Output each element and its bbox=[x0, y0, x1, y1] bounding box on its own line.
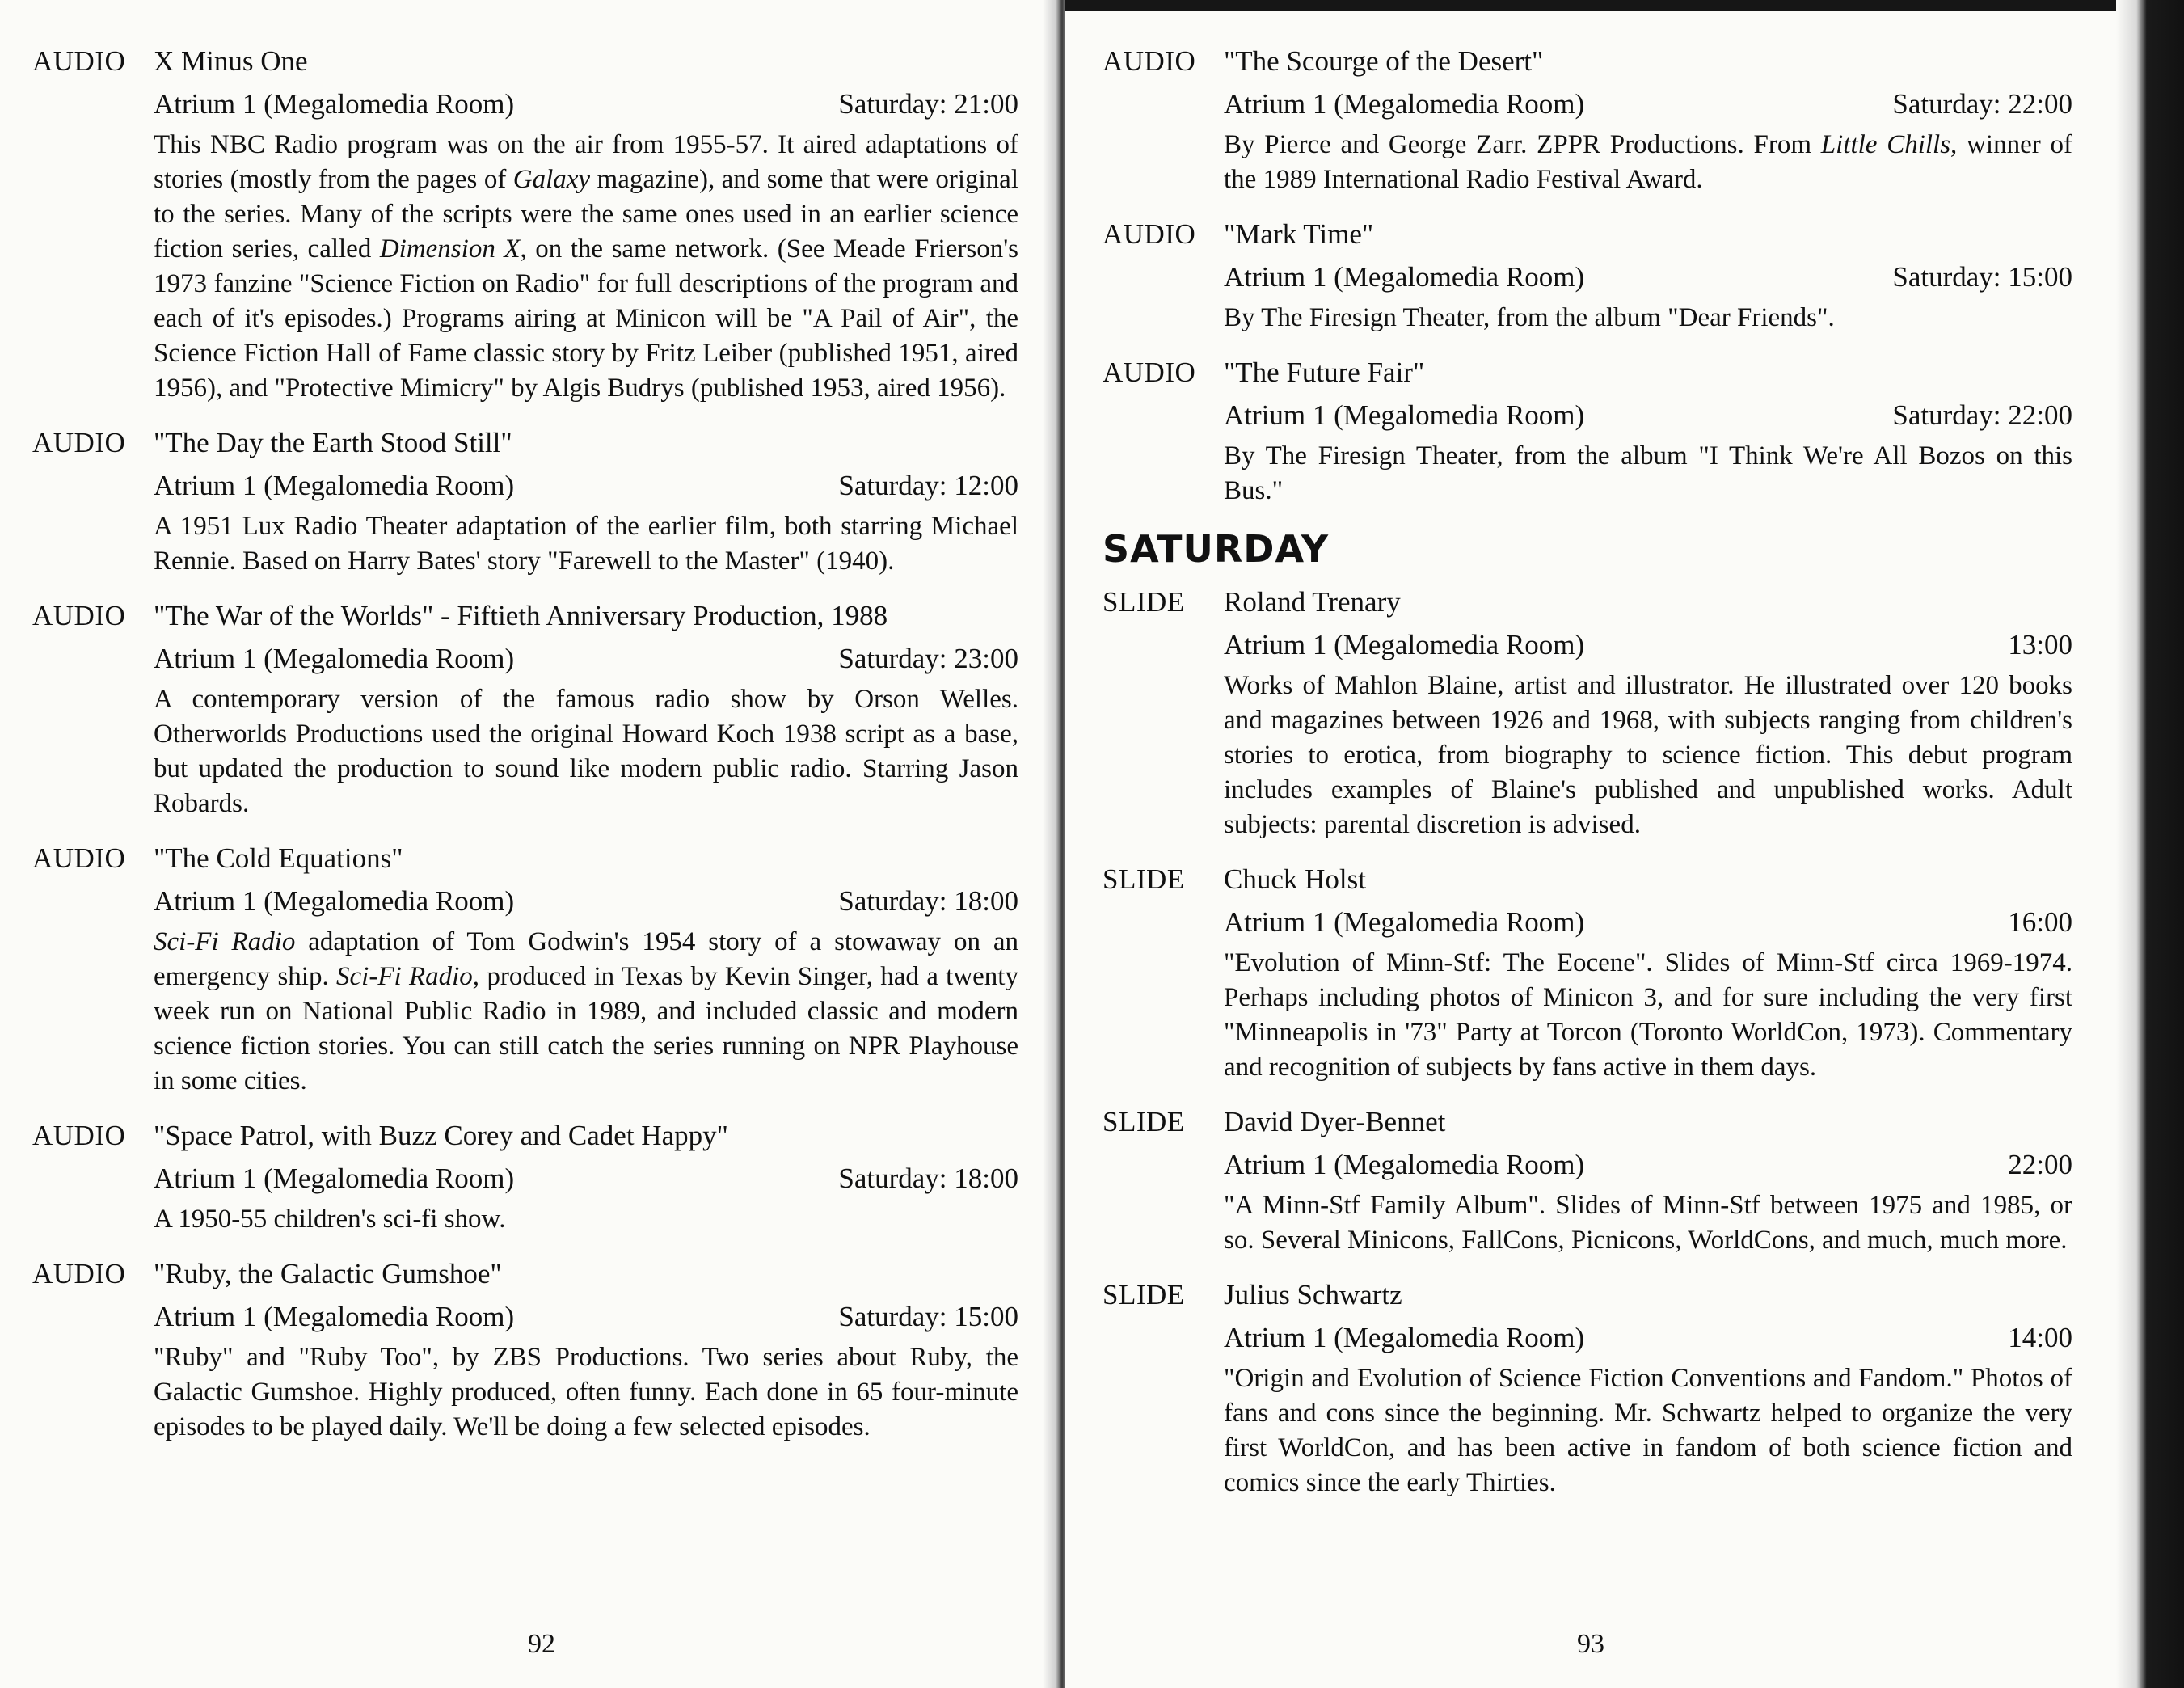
entry-type: SLIDE bbox=[1103, 1106, 1185, 1137]
entry-header bbox=[32, 839, 1018, 878]
entry-time: 13:00 bbox=[2008, 629, 2072, 660]
entry-type: AUDIO bbox=[1103, 45, 1196, 77]
entry-location: Atrium 1 (Megalomedia Room) bbox=[154, 885, 515, 917]
page-edge bbox=[2116, 0, 2184, 1688]
top-shadow bbox=[1065, 0, 2116, 11]
entry-description: Works of Mahlon Blaine, artist and illustrator. He illustrated over 120 books and magazines between 1926 and 1968, with subjects ranging from children's stories to erotica, from biography to science fiction. This debut program includes examples of Blaine's published and unpublished works. Adult subjects: parental discretion is advised. bbox=[1224, 671, 2072, 839]
entry-type: SLIDE bbox=[1103, 1279, 1185, 1310]
entry-time: 14:00 bbox=[2008, 1322, 2072, 1353]
entry-description: By The Firesign Theater, from the album "I Think We're All Bozos on this Bus." bbox=[1224, 441, 2072, 505]
program-entry bbox=[32, 839, 1018, 1099]
entry-time: Saturday: 15:00 bbox=[1892, 261, 2072, 293]
entry-description bbox=[154, 925, 1018, 1099]
program-entry bbox=[1103, 583, 2072, 842]
entry-body bbox=[1224, 257, 2072, 335]
page-number-right: 93 bbox=[1577, 1629, 1604, 1659]
left-column bbox=[32, 42, 1018, 1462]
entry-location: Atrium 1 (Megalomedia Room) bbox=[154, 1301, 515, 1332]
entry-type: AUDIO bbox=[32, 600, 126, 631]
program-entry bbox=[1103, 1103, 2072, 1258]
entry-header bbox=[32, 424, 1018, 462]
entry-title: "The Cold Equations" bbox=[154, 842, 403, 874]
entry-type: AUDIO bbox=[1103, 218, 1196, 250]
program-entry bbox=[32, 597, 1018, 821]
right-bottom-entries bbox=[1103, 583, 2072, 1500]
entry-description: "A Minn-Stf Family Album". Slides of Minn-Stf between 1975 and 1985, or so. Several Minicons, FallCons, Picnicons, WorldCons, and much, much more. bbox=[1224, 1191, 2072, 1255]
entry-description: "Origin and Evolution of Science Fiction Conventions and Fandom." Photos of fans and cons since the beginning. Mr. Schwartz helped to organize the very first WorldCon, and has been active in fandom of both science fiction and comics since the early Thirties. bbox=[1224, 1364, 2072, 1497]
program-entry bbox=[32, 424, 1018, 579]
entry-description: A 1951 Lux Radio Theater adaptation of the earlier film, both starring Michael Rennie. Based on Harry Bates' story "Farewell to the Master" (1940). bbox=[154, 512, 1018, 576]
entry-description bbox=[154, 128, 1018, 406]
entry-description: By The Firesign Theater, from the album "Dear Friends". bbox=[1224, 303, 1835, 332]
entry-description: "Evolution of Minn-Stf: The Eocene". Slides of Minn-Stf circa 1969-1974. Perhaps including photos of Minicon 3, and for sure including the very first "Minneapolis in '73" Party at Torcon (Toronto WorldCon, 1973). Commentary and recognition of subjects by fans active in them days. bbox=[1224, 948, 2072, 1082]
description-text: magazine), and some that were original to the series. Many of the scripts were the same ones used in an earlier science fiction series, called bbox=[154, 165, 1018, 264]
entry-location: Atrium 1 (Megalomedia Room) bbox=[1224, 88, 1585, 120]
entry-meta bbox=[154, 1297, 1018, 1337]
entry-time: Saturday: 22:00 bbox=[1892, 88, 2072, 120]
entry-body bbox=[1224, 1318, 2072, 1500]
entry-title: "The War of the Worlds" - Fiftieth Anniversary Production, 1988 bbox=[154, 600, 888, 631]
entry-location: Atrium 1 (Megalomedia Room) bbox=[1224, 629, 1585, 660]
section-heading: SATURDAY bbox=[1103, 527, 1330, 571]
entry-location: Atrium 1 (Megalomedia Room) bbox=[154, 643, 515, 674]
program-entry bbox=[32, 42, 1018, 406]
entry-body bbox=[1224, 1145, 2072, 1258]
entry-type: SLIDE bbox=[1103, 863, 1185, 895]
entry-meta bbox=[1224, 395, 2072, 436]
entry-description: "Ruby" and "Ruby Too", by ZBS Productions. Two series about Ruby, the Galactic Gumshoe. Highly produced, often funny. Each done in 65 four-minute episodes to be played daily. We'll be doing a few selected episodes. bbox=[154, 1343, 1018, 1441]
entry-header bbox=[32, 1116, 1018, 1155]
entry-meta bbox=[154, 466, 1018, 506]
entry-type: AUDIO bbox=[32, 45, 126, 77]
entry-location: Atrium 1 (Megalomedia Room) bbox=[1224, 1149, 1585, 1180]
entry-header bbox=[1103, 1276, 2072, 1315]
entry-title: Chuck Holst bbox=[1224, 863, 1366, 895]
entry-body bbox=[154, 881, 1018, 1099]
entry-time: Saturday: 18:00 bbox=[838, 1163, 1018, 1194]
description-text: This NBC Radio program was on the air from 1955-57. It aired adaptations of stories (mostly from the pages of bbox=[154, 130, 1018, 194]
entry-description: A contemporary version of the famous radio show by Orson Welles. Otherworlds Productions used the original Howard Koch 1938 script as a base, but updated the production to sound like modern public radio. Starring Jason Robards. bbox=[154, 685, 1018, 818]
entry-location: Atrium 1 (Megalomedia Room) bbox=[1224, 261, 1585, 293]
entry-meta bbox=[154, 881, 1018, 922]
right-page bbox=[1065, 0, 2116, 1688]
italic-title: Sci-Fi Radio, bbox=[336, 962, 480, 991]
right-top-entries bbox=[1103, 42, 2072, 509]
entry-type: SLIDE bbox=[1103, 586, 1185, 618]
entry-meta bbox=[1224, 257, 2072, 298]
entry-title: "The Scourge of the Desert" bbox=[1224, 45, 1544, 77]
entry-meta bbox=[154, 639, 1018, 679]
entry-body bbox=[1224, 625, 2072, 842]
entry-location: Atrium 1 (Megalomedia Room) bbox=[1224, 1322, 1585, 1353]
entry-description bbox=[1224, 128, 2072, 197]
entry-time: Saturday: 22:00 bbox=[1892, 399, 2072, 431]
entry-meta bbox=[1224, 84, 2072, 124]
entry-header bbox=[32, 597, 1018, 635]
program-entry bbox=[32, 1255, 1018, 1445]
entry-title: X Minus One bbox=[154, 45, 308, 77]
description-text: , on the same network. (See Meade Frierson's 1973 fanzine "Science Fiction on Radio" for full descriptions of the program and each of it's episodes.) Programs airing at Minicon will be "A Pail of Air", the Science Fiction Hall of Fame classic story by Fritz Leiber (published 1951, aired 1956), and "Protective Mimicry" by Algis Budrys (published 1953, aired 1956). bbox=[154, 234, 1018, 403]
entry-meta bbox=[1224, 625, 2072, 665]
entry-body bbox=[1224, 902, 2072, 1085]
entry-meta bbox=[1224, 1145, 2072, 1185]
entry-description: A 1950-55 children's sci-fi show. bbox=[154, 1205, 506, 1234]
entry-title: "Mark Time" bbox=[1224, 218, 1374, 250]
program-entry bbox=[1103, 215, 2072, 335]
entry-location: Atrium 1 (Megalomedia Room) bbox=[154, 88, 515, 120]
italic-title: Galaxy bbox=[512, 165, 591, 194]
entry-header bbox=[32, 42, 1018, 81]
entry-header bbox=[1103, 215, 2072, 254]
entry-time: Saturday: 21:00 bbox=[838, 88, 1018, 120]
right-column bbox=[1103, 42, 2072, 1518]
program-entry bbox=[1103, 860, 2072, 1085]
program-entry bbox=[1103, 353, 2072, 509]
entry-time: Saturday: 18:00 bbox=[838, 885, 1018, 917]
entry-type: AUDIO bbox=[32, 427, 126, 458]
entry-title: David Dyer-Bennet bbox=[1224, 1106, 1446, 1137]
left-page bbox=[0, 0, 1051, 1688]
entry-title: "Space Patrol, with Buzz Corey and Cadet Happy" bbox=[154, 1120, 728, 1151]
entry-title: Julius Schwartz bbox=[1224, 1279, 1402, 1310]
entry-type: AUDIO bbox=[32, 1258, 126, 1289]
description-text: produced in Texas by Kevin Singer, had a twenty week run on National Public Radio in 1989, and included classic and modern science fiction stories. You can still catch the series running on NPR Playhouse in some cities. bbox=[154, 962, 1018, 1095]
italic-title: Little Chills, bbox=[1820, 130, 1958, 159]
program-entry bbox=[32, 1116, 1018, 1237]
entry-body bbox=[154, 84, 1018, 406]
entry-title: Roland Trenary bbox=[1224, 586, 1401, 618]
entry-type: AUDIO bbox=[1103, 357, 1196, 388]
entry-header bbox=[32, 1255, 1018, 1293]
entry-location: Atrium 1 (Megalomedia Room) bbox=[1224, 399, 1585, 431]
entry-time: Saturday: 23:00 bbox=[838, 643, 1018, 674]
description-text: By Pierce and George Zarr. ZPPR Productions. From bbox=[1224, 130, 1821, 159]
entry-time: Saturday: 15:00 bbox=[838, 1301, 1018, 1332]
entry-header bbox=[1103, 583, 2072, 622]
entry-time: 16:00 bbox=[2008, 906, 2072, 938]
entry-time: Saturday: 12:00 bbox=[838, 470, 1018, 501]
entry-title: "The Future Fair" bbox=[1224, 357, 1425, 388]
program-entry bbox=[1103, 1276, 2072, 1500]
entry-body bbox=[1224, 84, 2072, 197]
entry-location: Atrium 1 (Megalomedia Room) bbox=[1224, 906, 1585, 938]
entry-title: "The Day the Earth Stood Still" bbox=[154, 427, 512, 458]
entry-type: AUDIO bbox=[32, 1120, 126, 1151]
entry-header bbox=[1103, 353, 2072, 392]
italic-title: Dimension X bbox=[379, 234, 521, 264]
entry-header bbox=[1103, 1103, 2072, 1142]
entry-body bbox=[154, 1297, 1018, 1445]
entry-meta bbox=[1224, 1318, 2072, 1358]
entry-body bbox=[154, 1158, 1018, 1237]
entry-time: 22:00 bbox=[2008, 1149, 2072, 1180]
entry-location: Atrium 1 (Megalomedia Room) bbox=[154, 470, 515, 501]
entry-body bbox=[154, 639, 1018, 821]
entry-header bbox=[1103, 42, 2072, 81]
entry-location: Atrium 1 (Megalomedia Room) bbox=[154, 1163, 515, 1194]
page-number-left: 92 bbox=[528, 1629, 555, 1659]
entry-body bbox=[1224, 395, 2072, 509]
entry-meta bbox=[154, 1158, 1018, 1199]
description-text: adaptation of Tom Godwin's 1954 story of a stowaway on an emergency ship. bbox=[154, 927, 1018, 991]
entry-title: "Ruby, the Galactic Gumshoe" bbox=[154, 1258, 502, 1289]
program-entry bbox=[1103, 42, 2072, 197]
entry-meta bbox=[154, 84, 1018, 124]
entry-meta bbox=[1224, 902, 2072, 943]
entry-header bbox=[1103, 860, 2072, 899]
description-text: winner of the 1989 International Radio Festival Award. bbox=[1224, 130, 2072, 194]
italic-title: Sci-Fi Radio bbox=[154, 927, 296, 956]
entry-body bbox=[154, 466, 1018, 579]
entry-type: AUDIO bbox=[32, 842, 126, 874]
